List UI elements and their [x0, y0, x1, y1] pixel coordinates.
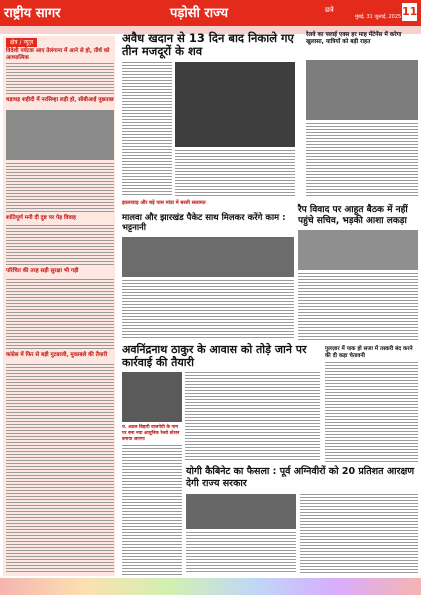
newspaper-name: राष्ट्रीय सागर [4, 6, 61, 21]
second-headline: मालवा और झारखंड पैकेट साथ मिलकर करेंगे काम : भट्टनानी [122, 213, 286, 233]
mid-right-headline: रैप विवाद पर आहूत बैठक में नहीं पहुंचे सचिव, भड़की आशा लकड़ा [298, 205, 408, 226]
bottom-text [300, 494, 418, 574]
left-section-tag: क्षेत्र / न्यूज़ [6, 38, 37, 47]
left-text-block [6, 364, 114, 574]
small-text [122, 445, 182, 575]
left-text-block [6, 279, 114, 349]
third-text [185, 372, 320, 462]
left-headline-2: धड़ाधड़ शहीदी में नरसिम्हा लड़ी हो, सीबीआई पूछताछ [6, 97, 114, 103]
lead-photo [175, 62, 295, 147]
color-registration-strip [0, 578, 421, 595]
left-photo [6, 110, 114, 160]
bottom-text [186, 532, 296, 574]
left-text-block [6, 63, 114, 95]
third-photo [122, 372, 182, 422]
second-text [122, 280, 294, 340]
side-headline: झालावाड़ और बड़े पास मांडा में बरसी सलामत [122, 200, 206, 206]
right-top-text [306, 123, 418, 198]
right-sub-headline: गुलज़ार में पाक हो सजा में तस्करी बंद करने की दी कड़ा चेतावनी [325, 346, 413, 359]
lead-headline: अवैध खदान से 13 दिन बाद निकाले गए तीन मजदूरों के शव [122, 31, 294, 58]
left-headline-3: शांतिपूर्ण मनी दी दुष्ट पर पेड़ विवाह [6, 215, 76, 221]
right-top-headline: रेलवे का फ्लाई एक्स हर माह मेंटेनेंस में करेगा खुलासा, यात्रियों को बड़ी राहत [306, 32, 402, 45]
edition-city: छत्रे [325, 6, 334, 14]
bottom-headline: योगी कैबिनेट का फैसला : पूर्व अग्निवीरों को 20 प्रतिशत आरक्षण देगी राज्य सरकार [186, 466, 415, 489]
edition-date: मुंबई, 31 जुलाई, 2025 [355, 14, 402, 20]
left-text-block [6, 163, 114, 213]
lead-text-block [175, 150, 295, 197]
left-text-block [6, 225, 114, 265]
lead-text-column [122, 62, 172, 197]
page-number: 11 [402, 3, 417, 21]
left-headline-1: विदेशी पर्यटक आए तेलंगाना में आने से हो, तीर्थ को आध्यात्मिक [6, 48, 110, 61]
second-photo [122, 237, 294, 277]
mid-right-photo [298, 230, 418, 270]
third-headline: अवनिंद्रनाथ ठाकुर के आवास को तोड़े जाने पर कार्रवाई की तैयारी [122, 343, 307, 369]
left-headline-4: परिचित की तरह सड़ी सुरक्षा भी गड़ी [6, 268, 79, 274]
bottom-photo [186, 494, 296, 529]
right-top-photo [306, 60, 418, 120]
right-sub-text [325, 362, 418, 462]
left-headline-5: कांग्रेस में फिर से बड़ी गुटबाजी, मुकाबले की तैयारी [6, 352, 108, 358]
mid-right-text [298, 273, 418, 340]
section-title: पड़ोसी राज्य [170, 6, 229, 21]
small-headline: ध. अठल बिहारी वाजपेयी के नाम पर बना नया आधुनिक रेलवे स्टेशन बनाया जाएगा [122, 425, 180, 442]
